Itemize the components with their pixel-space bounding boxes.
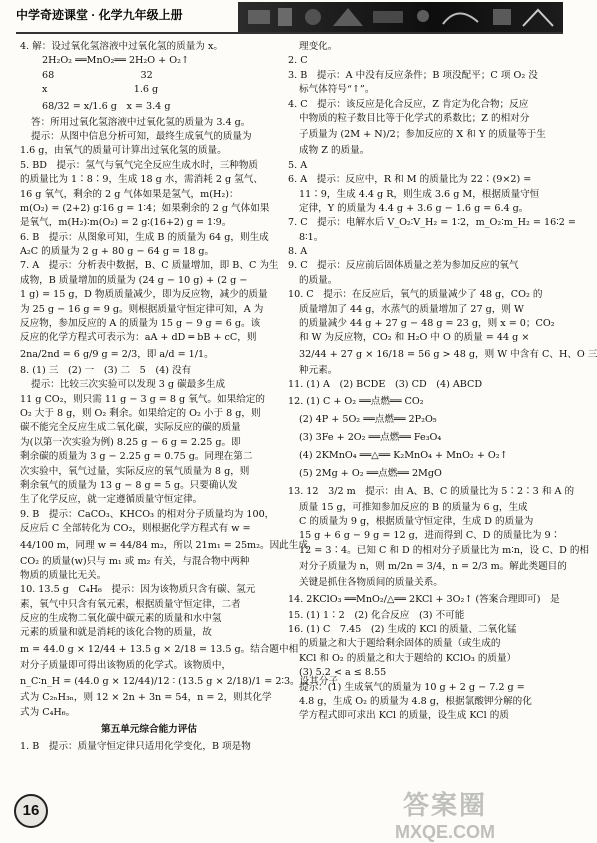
text-line: 7. C 提示：电解水后 V_O₂∶V_H₂ = 1∶2，m_O₂∶m_H₂ = 16∶2 = (288, 217, 576, 229)
text-line: 的质量减少 44 g + 27 g − 48 g = 23 g，则 x = 0；CO₂ (299, 318, 555, 330)
text-line: 2. C (288, 55, 308, 67)
text-line: 8. (1) 三 (2) 一 (3) 二 5 (4) 没有 (20, 364, 192, 376)
text-line: 定律，Y 的质量为 4.4 g + 3.6 g − 1.6 g = 6.4 g。 (299, 202, 529, 214)
text-line: 4. 解：设过氧化氢溶液中过氧化氢的质量为 x。 (20, 41, 223, 52)
text-line: 答：所用过氧化氢溶液中过氧化氢的质量为 3.4 g。 (31, 116, 251, 128)
page-header (0, 0, 563, 40)
text-line: 式为 C₂ₙH₃ₙ，则 12 × 2n + 3n = 54，n = 2，则其化学 (20, 692, 272, 704)
text-line: 10. 13.5 g C₄H₆ 提示：因为该物质只含有碳、氢元 (20, 584, 256, 596)
text-line: 碳不能完全反应生成二氧化碳，实际反应的碳的质量 (20, 422, 241, 434)
equation-line: 12. (1) C + O₂ ══点燃══ CO₂ (288, 395, 424, 407)
text-line: m = 44.0 g × 12/44 + 13.5 g × 2/18 = 13.5 g。结合题中相 (20, 643, 299, 655)
text-line: 16. (1) C 7.45 (2) 生成的 KCl 的质量、二氧化锰 (288, 623, 517, 635)
text-line: 为 25 g − 16 g = 9 g。则根据质量守恒定律可知，A 为 (20, 303, 264, 315)
text-line: 质量增加了 44 g，水蒸气的质量增加了 27 g，则 W (299, 303, 524, 315)
text-line: 反应后 C 全部转化为 CO₂，则根据化学方程式有 w = (20, 523, 251, 535)
text-line: 中物质的粒子数目比等于化学式的系数比；Z 的相对分 (299, 112, 530, 124)
text-line: 物质的质量比无关。 (20, 569, 107, 581)
text-line: 对分子质量为 n，则 m/2n = 3/4，n = 2/3 m。解此类题目的 (299, 561, 567, 573)
header-decor-icon (238, 2, 563, 32)
text-line: C 的质量为 9 g，根据质量守恒定律，生成 D 的质量为 (299, 515, 534, 527)
text-line: 剩余氧气的质量为 13 g − 8 g = 5 g。只要确认发 (20, 479, 238, 491)
text-line: 的质量之和大于题给剩余固体的质量（或生成的 (299, 638, 501, 650)
text-line: 9. C 提示：反应前后固体质量之差为参加反应的氧气 (288, 260, 519, 272)
text-line: 8. A (288, 246, 308, 258)
header-rule (16, 32, 563, 34)
text-line: 提示：比较三次实验可以发现 3 g 碳最多生成 (31, 379, 226, 391)
text-line: 10. C 提示：在反应后，氧气的质量减少了 48 g，CO₂ 的 (288, 289, 543, 301)
text-line: 11 g CO₂，则只需 11 g − 3 g = 8 g 氧气。如果给定的 (20, 393, 265, 405)
text-line: 15 g + 6 g − 9 g = 12 g，进而得到 C、D 的质量比为 9∶ (299, 530, 561, 542)
header-title: 中学奇迹课堂 · 化学九年级上册 (16, 8, 183, 22)
text-line: 4. C 提示：该反应是化合反应，Z 肯定为化合物；反应 (288, 98, 529, 110)
watermark-url: MXQE.COM (395, 822, 496, 842)
equation-line: 14. 2KClO₃ ══MnO₂/△══ 2KCl + 3O₂↑ (答案合理即可) 是 (288, 593, 560, 605)
equation-line: 68/32 = x/1.6 g x = 3.4 g (42, 100, 171, 112)
text-line: 44/100 m，同理 w = 44/84 m₂，所以 21m₁ = 25m₂。因此生成 (20, 539, 308, 551)
text-line: 6. B 提示：从图象可知，生成 B 的质量为 64 g，则生成 (20, 231, 269, 243)
text-line: 反应物，参加反应的 A 的质量为 15 g − 9 g = 6 g。该 (20, 318, 261, 330)
text-line: 9. B 提示：CaCO₃、KHCO₃ 的相对分子质量均为 100， (20, 508, 275, 520)
text-line: 次实验中，氧气过量，实际反应的氧气质量为 8 g，则 (20, 465, 250, 477)
watermark (395, 785, 495, 843)
text-line: 15. (1) 1∶2 (2) 化合反应 (3) 不可能 (288, 609, 465, 621)
equation-line: (5) 2Mg + O₂ ══点燃══ 2MgO (299, 467, 442, 479)
text-line: O₂ 大于 8 g，则 O₂ 剩余。如果给定的 O₂ 小于 8 g，则 (20, 407, 261, 419)
text-line: 质量 15 g，可推知参加反应的 B 的质量为 6 g，生成 (299, 501, 528, 513)
header-decor-band (238, 2, 563, 32)
text-line: 剩余碳的质量为 3 g − 2.25 g = 0.75 g。同理在第二 (20, 451, 253, 463)
text-line: 种元素。 (299, 364, 338, 376)
text-line: 8∶1。 (299, 231, 324, 243)
equation-line: (2) 4P + 5O₂ ══点燃══ 2P₂O₅ (299, 413, 437, 425)
text-line: 提示：从图中信息分析可知，最终生成氧气的质量为 (31, 130, 252, 142)
text-line: 12 = 3∶4。已知 C 和 D 的相对分子质量比为 m∶n，设 C、D 的相 (299, 544, 590, 556)
equation-line: (3) 3Fe + 2O₂ ══点燃══ Fe₃O₄ (299, 431, 442, 443)
text-line: n_C∶n_H = (44.0 g × 12/44)/12 ∶ (13.5 g × 2/18)/1 = 2∶3。设其分子 (20, 676, 339, 688)
text-line: 3. B 提示：A 中没有反应条件；B 项没配平；C 项 O₂ 没 (288, 69, 538, 81)
text-line: (3) 5.2 < a ≤ 8.55 (299, 667, 387, 679)
page-number: 16 (14, 794, 48, 828)
text-line: 学方程式即可求出 KCl 的质量，设生成 KCl 的质 (299, 710, 509, 722)
text-line: 16 g 氧气，剩余的 2 g 气体如果是氢气，m(H₂)： (20, 188, 239, 200)
text-line: CO₂ 的质量(w)只与 m₁ 或 m₂ 有关，与混合物中两种 (20, 555, 250, 567)
text-line: 式为 C₄H₆。 (20, 706, 76, 718)
text-line: 对分子质量即可得出该物质的化学式。该物质中， (20, 659, 232, 671)
text-line: 关键是抓住各物质间的质量关系。 (299, 577, 443, 589)
text-line: 标气体符号“↑”。 (299, 84, 375, 96)
text-line: 和 W 为反应物，CO₂ 和 H₂O 中 O 的质量 = 44 g × (299, 332, 530, 344)
text-line: 是氧气，m(H₂)∶m(O₂) = 2 g∶(16+2) g = 1∶9。 (20, 217, 232, 229)
text-line: 元素的质量和就是消耗的该化合物的质量，故 (20, 627, 212, 639)
text-line: m(O₂) = (2+2) g∶16 g = 1∶4；如果剩余的 2 g 气体如果 (20, 202, 270, 214)
text-line: 4.8 g，生成 O₂ 的质量为 4.8 g，根据氯酸钾分解的化 (299, 695, 532, 707)
text-line: 5. BD 提示：氢气与氧气完全反应生成水时，三种物质 (20, 159, 259, 171)
equation-line: x 1.6 g (42, 84, 159, 96)
text-line: 反应的生成物二氧化碳中碳元素的质量和水中氢 (20, 613, 222, 625)
text-line: 2na/2nd = 6 g/9 g = 2/3，即 a/d = 1/1。 (20, 348, 214, 360)
text-line: 13. 12 3/2 m 提示：由 A、B、C 的质量比为 5∶2∶3 和 A 的 (288, 485, 575, 497)
text-line: 11. (1) A (2) BCDE (3) CD (4) ABCD (288, 379, 483, 391)
text-line: 为(以第一次实验为例) 8.25 g − 6 g = 2.25 g。即 (20, 436, 241, 448)
text-line: 5. A (288, 159, 308, 171)
text-line: 生了化学反应，就一定遵循质量守恒定律。 (20, 494, 203, 506)
text-line: 1. B 提示：质量守恒定律只适用化学变化，B 项是物 (20, 741, 251, 753)
text-line: 11∶9，生成 4.4 g R，则生成 3.6 g M，根据质量守恒 (299, 188, 540, 200)
text-line: 32/44 + 27 g × 16/18 = 56 g > 48 g，则 W 中含有 C、H、O 三 (299, 348, 597, 360)
equation-line: 68 32 (42, 69, 153, 81)
text-line: 素，氧气中只含有氧元素，根据质量守恒定律，二者 (20, 598, 241, 610)
text-line: 1.6 g，由氧气的质量可计算出过氧化氢的质量。 (20, 145, 227, 157)
watermark-text: 答案圈 (403, 790, 488, 820)
text-line: 的质量。 (299, 274, 338, 286)
text-line: KCl 和 O₂ 的质量之和大于题给的 KClO₃ 的质量） (299, 652, 517, 664)
equation-line: (4) 2KMnO₄ ══△══ K₂MnO₄ + MnO₂ + O₂↑ (299, 449, 508, 461)
text-line: 反应的化学方程式可表示为：aA + dD ═ bB + cC，则 (20, 332, 257, 344)
text-line: 提示：(1) 生成氧气的质量为 10 g + 2 g − 7.2 g = (299, 681, 525, 693)
text-line: 6. A 提示：反应中，R 和 M 的质量比为 22∶(9×2) = (288, 174, 532, 186)
equation-line: 2H₂O₂ ══MnO₂══ 2H₂O + O₂↑ (42, 55, 190, 67)
text-line: 的质量比为 1∶8∶9，生成 18 g 水，需消耗 2 g 氢气、 (20, 174, 263, 186)
section-heading: 第五单元综合能力评估 (101, 724, 197, 736)
text-line: 子质量为 (2M + N)/2；参加反应的 X 和 Y 的质量等于生 (299, 129, 546, 141)
text-line: 理变化。 (299, 41, 338, 52)
text-line: 成物，B 质量增加的质量为 (24 g − 10 g) + (2 g − (20, 274, 248, 286)
text-line: A₂C 的质量为 2 g + 80 g − 64 g = 18 g。 (20, 246, 215, 258)
text-line: 成物 Z 的质量。 (299, 145, 370, 157)
text-line: 7. A 提示：分析表中数据，B、C 质量增加，即 B、C 为生 (20, 260, 279, 272)
right-column (288, 40, 597, 724)
text-line: 1 g) = 15 g，D 物质质量减少，即为反应物，减少的质量 (20, 289, 268, 301)
